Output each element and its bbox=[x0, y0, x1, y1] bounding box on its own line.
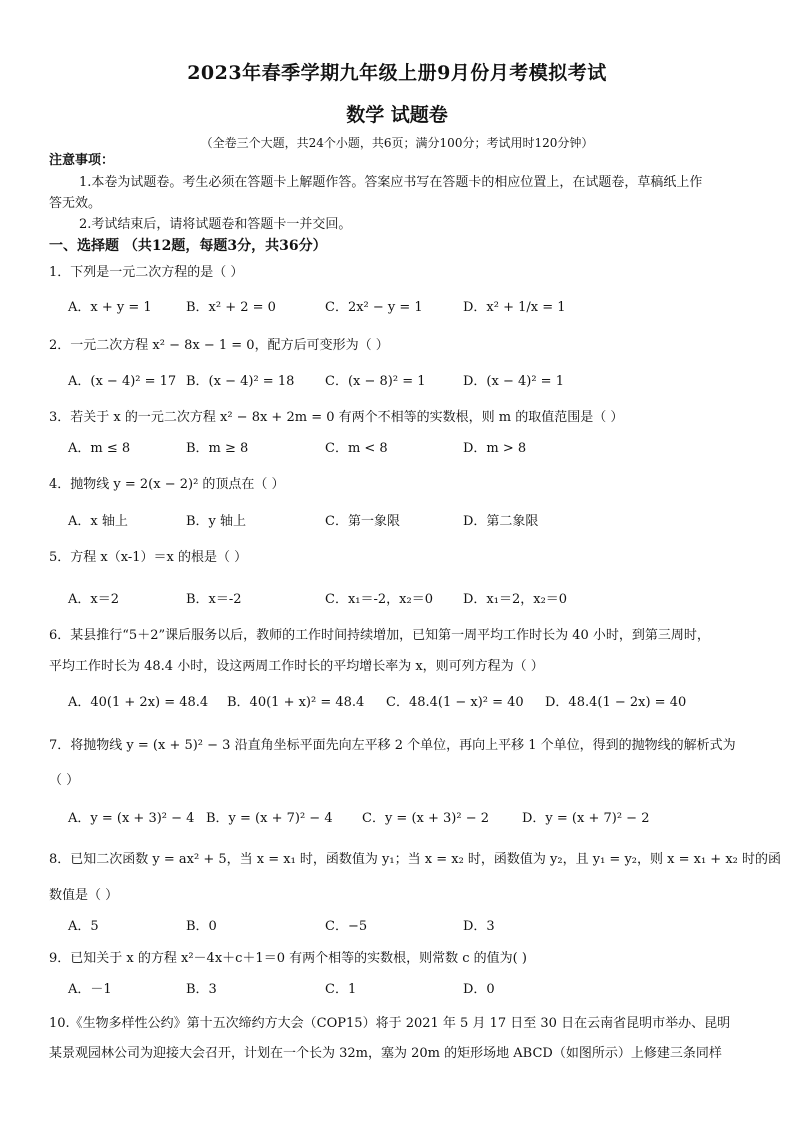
q5-option-a[interactable]: A．x＝2 bbox=[68, 592, 119, 607]
question-2-stem: 2．一元二次方程 x² − 8x − 1 = 0，配方后可变形为（ ） bbox=[49, 338, 389, 353]
q1-option-c[interactable]: C．2x² − y = 1 bbox=[325, 300, 423, 315]
q4-option-a[interactable]: A．x 轴上 bbox=[68, 514, 128, 529]
q8-option-d[interactable]: D．3 bbox=[463, 919, 495, 934]
q4-option-c[interactable]: C．第一象限 bbox=[325, 514, 400, 529]
q2-option-b[interactable]: B．(x − 4)² = 18 bbox=[186, 374, 295, 389]
q7-option-b[interactable]: B．y = (x + 7)² − 4 bbox=[206, 811, 333, 826]
question-3-stem: 3．若关于 x 的一元二次方程 x² − 8x + 2m = 0 有两个不相等的实数根，则 m 的取值范围是（ ） bbox=[49, 410, 624, 425]
q7-option-d[interactable]: D．y = (x + 7)² − 2 bbox=[522, 811, 650, 826]
notice-item-2: 2.考试结束后，请将试题卷和答题卡一并交回。 bbox=[79, 217, 352, 232]
q5-option-d[interactable]: D．x₁＝2，x₂＝0 bbox=[463, 592, 568, 607]
q1-option-b[interactable]: B．x² + 2 = 0 bbox=[186, 300, 276, 315]
q9-option-c[interactable]: C．1 bbox=[325, 982, 357, 997]
question-6-stem: 6．某县推行“5＋2”课后服务以后，教师的工作时间持续增加，已知第一周平均工作时长为 40 小时，到第三周时， bbox=[49, 628, 710, 643]
q2-option-c[interactable]: C．(x − 8)² = 1 bbox=[325, 374, 426, 389]
q3-option-d[interactable]: D．m > 8 bbox=[463, 441, 527, 456]
q4-option-d[interactable]: D．第二象限 bbox=[463, 514, 539, 529]
notice-item-1: 1.本卷为试题卷。考生必须在答题卡上解题作答。答案应书写在答题卡的相应位置上，在试题卷，草稿纸上作 bbox=[79, 175, 703, 190]
q6-option-a[interactable]: A．40(1 + 2x) = 48.4 bbox=[68, 695, 209, 710]
exam-subtitle: 数学 试题卷 bbox=[346, 104, 448, 126]
q9-option-d[interactable]: D．0 bbox=[463, 982, 495, 997]
notice-item-1-cont: 答无效。 bbox=[49, 196, 102, 211]
q8-option-c[interactable]: C．−5 bbox=[325, 919, 368, 934]
q9-option-a[interactable]: A．－1 bbox=[68, 982, 112, 997]
q6-option-d[interactable]: D．48.4(1 − 2x) = 40 bbox=[545, 695, 687, 710]
q1-option-d[interactable]: D．x² + 1/x = 1 bbox=[463, 300, 566, 315]
exam-info: （全卷三个大题，共24个小题，共6页；满分100分；考试用时120分钟） bbox=[200, 136, 594, 150]
question-7-stem-cont: （ ） bbox=[49, 773, 80, 788]
q3-option-b[interactable]: B．m ≥ 8 bbox=[186, 441, 249, 456]
question-6-stem-cont: 平均工作时长为 48.4 小时，设这两周工作时长的平均增长率为 x，则可列方程为（ ） bbox=[49, 659, 544, 674]
question-7-stem: 7．将抛物线 y = (x + 5)² − 3 沿直角坐标平面先向左平移 2 个单位，再向上平移 1 个单位，得到的抛物线的解析式为 bbox=[49, 738, 736, 753]
q2-option-a[interactable]: A．(x − 4)² = 17 bbox=[68, 374, 177, 389]
question-5-stem: 5．方程 x（x-1）＝x 的根是（ ） bbox=[49, 550, 248, 565]
question-10-stem-cont: 某景观园林公司为迎接大会召开，计划在一个长为 32m，塞为 20m 的矩形场地 ABCD（如图所示）上修建三条同样 bbox=[49, 1046, 722, 1061]
notice-heading: 注意事项： bbox=[49, 153, 115, 168]
q3-option-a[interactable]: A．m ≤ 8 bbox=[68, 441, 131, 456]
q7-option-c[interactable]: C．y = (x + 3)² − 2 bbox=[362, 811, 489, 826]
q3-option-c[interactable]: C．m < 8 bbox=[325, 441, 388, 456]
question-8-stem: 8．已知二次函数 y = ax² + 5，当 x = x₁ 时，函数值为 y₁；当 x = x₂ 时，函数值为 y₂，且 y₁ = y₂，则 x = x₁ + x₂ 时的函 bbox=[49, 852, 781, 867]
q9-option-b[interactable]: B．3 bbox=[186, 982, 217, 997]
question-8-stem-cont: 数值是（ ） bbox=[49, 888, 119, 903]
q5-option-c[interactable]: C．x₁＝-2，x₂＝0 bbox=[325, 592, 433, 607]
question-10-stem: 10.《生物多样性公约》第十五次缔约方大会（COP15）将于 2021 年 5 月 17 日至 30 日在云南省昆明市举办、昆明 bbox=[49, 1016, 731, 1031]
q6-option-b[interactable]: B．40(1 + x)² = 48.4 bbox=[227, 695, 365, 710]
section-heading: 一、选择题 （共12题，每题3分，共36分） bbox=[49, 238, 327, 254]
exam-title: 2023年春季学期九年级上册9月份月考模拟考试 bbox=[187, 62, 607, 84]
q8-option-b[interactable]: B．0 bbox=[186, 919, 217, 934]
question-4-stem: 4．抛物线 y = 2(x − 2)² 的顶点在（ ） bbox=[49, 477, 285, 492]
q4-option-b[interactable]: B．y 轴上 bbox=[186, 514, 247, 529]
q2-option-d[interactable]: D．(x − 4)² = 1 bbox=[463, 374, 564, 389]
q8-option-a[interactable]: A．5 bbox=[68, 919, 99, 934]
question-9-stem: 9．已知关于 x 的方程 x²－4x＋c＋1＝0 有两个相等的实数根，则常数 c 的值为( ) bbox=[49, 951, 527, 966]
q7-option-a[interactable]: A．y = (x + 3)² − 4 bbox=[68, 811, 195, 826]
q5-option-b[interactable]: B．x＝-2 bbox=[186, 592, 242, 607]
question-1-stem: 1．下列是一元二次方程的是（ ） bbox=[49, 265, 244, 280]
q1-option-a[interactable]: A．x + y = 1 bbox=[68, 300, 152, 315]
q6-option-c[interactable]: C．48.4(1 − x)² = 40 bbox=[386, 695, 524, 710]
